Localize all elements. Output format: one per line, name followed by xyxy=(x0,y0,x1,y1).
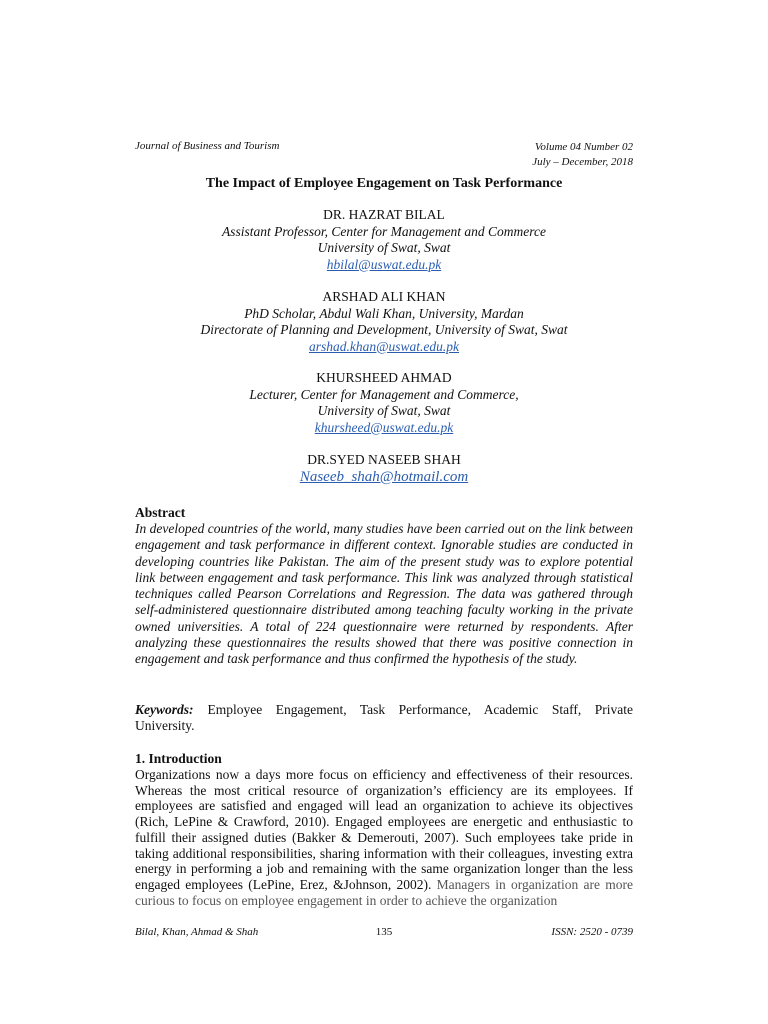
author-affiliation: Assistant Professor, Center for Management and Commerce xyxy=(221,223,547,239)
introduction-heading: 1. Introduction xyxy=(135,751,222,766)
introduction-paragraph: Organizations now a days more focus on efficiency and effectiveness of their resources. Whereas the most critical resource of organization’s efficiency are its employees. If employees are satisfied and engaged will lead an organization to achieve its objectives (Rich, LePine & Crawford, 2010). Engaged employees are energetic and enthusiastic to fulfill their assigned duties (Bakker & Demerouti, 2007). Such employees take pride in taking additional responsibilities, sharing information with their colleagues, investing extra energy in performing a job and remaining with the same organization longer than the less engaged employees (LePine, Erez, &Johnson, 2002). xyxy=(135,767,633,892)
paper-title: The Impact of Employee Engagement on Task Performance xyxy=(205,176,563,191)
author-affiliation: University of Swat, Swat xyxy=(317,403,451,418)
journal-name: Journal of Business and Tourism xyxy=(135,140,280,152)
author-affiliation: University of Swat, Swat xyxy=(317,240,451,255)
author-email-link[interactable]: arshad.khan@uswat.edu.pk xyxy=(308,338,460,354)
author-name: DR.SYED NASEEB SHAH xyxy=(307,452,461,467)
author-block xyxy=(0,370,768,436)
journal-issue xyxy=(532,140,633,170)
author-email-link[interactable]: khursheed@uswat.edu.pk xyxy=(314,419,454,435)
author-email-link[interactable]: hbilal@uswat.edu.pk xyxy=(326,256,442,272)
abstract-text: In developed countries of the world, many studies have been carried out on the link between engagement and task performance in different context. Ignorable studies are conducted in developing countries like Pakistan. The aim of the present study was to explore potential link between engagement and task performance. This link was analyzed through statistical techniques called Pearson Correlations and Regression. The data was gathered through self-administered questionnaire distributed among teaching faculty working in the private owned universities. A total of 224 questionnaire were returned by respondents. After analyzing these questionnaires the results showed that there was positive connection in engagement and task performance and thus confirmed the hypothesis of the study. xyxy=(135,521,633,667)
author-block xyxy=(0,207,768,273)
author-block xyxy=(0,452,768,485)
keywords-block xyxy=(135,702,633,735)
author-name: ARSHAD ALI KHAN xyxy=(322,289,446,304)
author-affiliation: PhD Scholar, Abdul Wali Khan, University, Mardan xyxy=(244,305,524,321)
footer-issn: ISSN: 2520 - 0739 xyxy=(551,926,633,938)
author-email-link[interactable]: Naseeb_shah@hotmail.com xyxy=(299,468,469,485)
footer-authors: Bilal, Khan, Ahmad & Shah xyxy=(135,926,259,938)
author-affiliation: Lecturer, Center for Management and Commerce, xyxy=(249,386,519,402)
volume-number: Volume 04 Number 02 xyxy=(534,141,633,153)
author-affiliation: Directorate of Planning and Development, University of Swat, Swat xyxy=(200,322,568,337)
keywords-label: Keywords: xyxy=(135,702,194,717)
author-name: KHURSHEED AHMAD xyxy=(316,370,452,385)
keywords-text: Employee Engagement, Task Performance, Academic Staff, Private University. xyxy=(135,702,633,734)
issue-date: July – December, 2018 xyxy=(532,156,633,168)
author-block xyxy=(0,289,768,355)
introduction-text xyxy=(135,767,633,908)
introduction-paragraph-continued: Managers in organization are more curious to focus on employee engagement in order to achieve the organization xyxy=(135,876,634,908)
page-number: 135 xyxy=(375,926,393,938)
abstract-heading: Abstract xyxy=(135,505,186,520)
author-name: DR. HAZRAT BILAL xyxy=(323,207,445,222)
